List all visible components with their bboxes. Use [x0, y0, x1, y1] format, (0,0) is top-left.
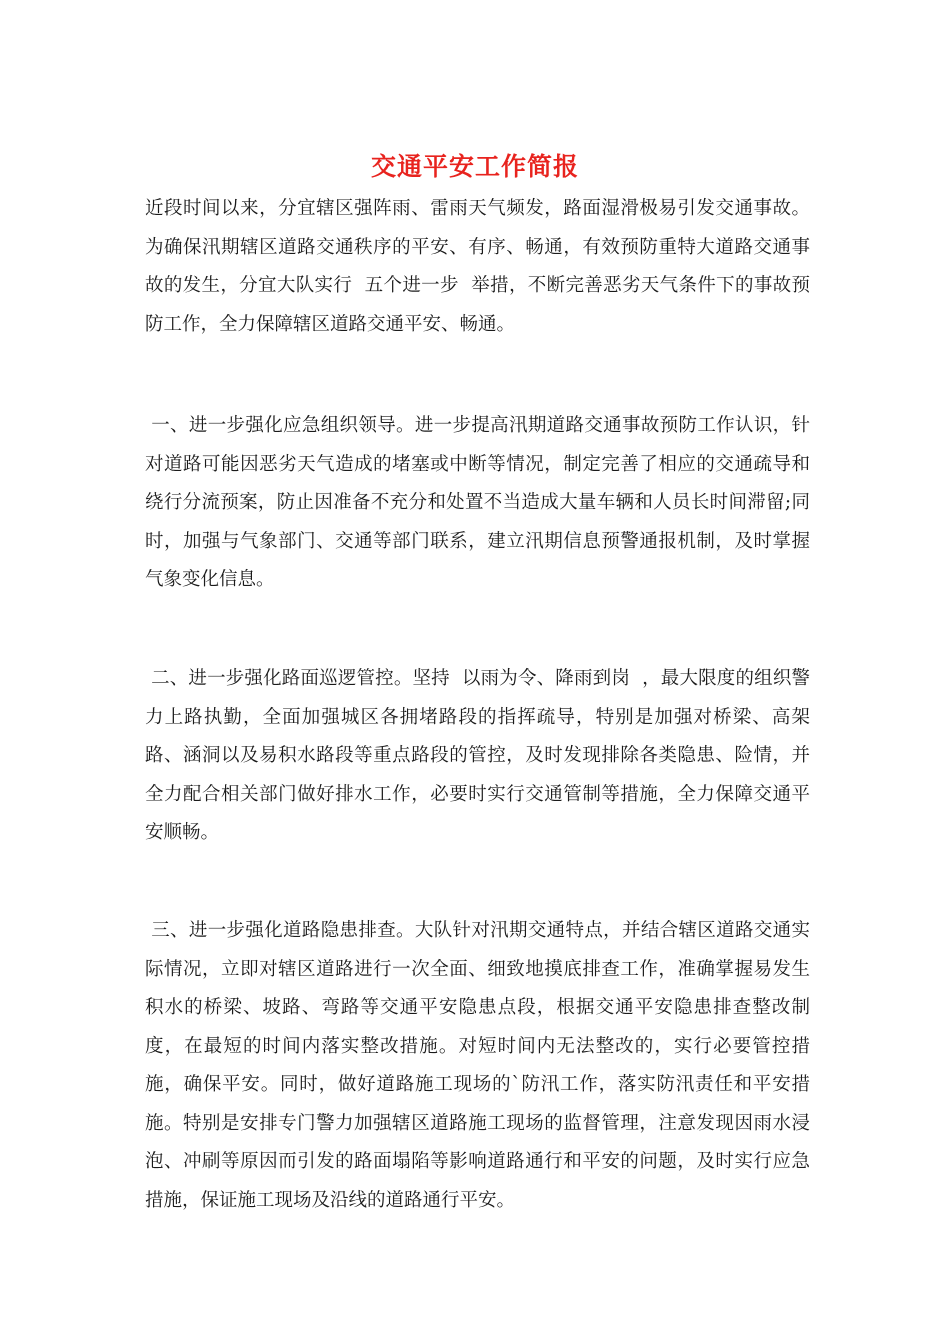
section-3-paragraph: 三、进一步强化道路隐患排查。大队针对汛期交通特点，并结合辖区道路交通实际情况，立即对辖区道路进行一次全面、细致地摸底排查工作，准确掌握易发生积水的桥梁、坡路、弯路等交通平安隐患点段，根据交通平安隐患排查整改制度，在最短的时间内落实整改措施。对短时间内无法整改的，实行必要管控措施，确保平安。同时，做好道路施工现场的`防汛工作，落实防汛责任和平安措施。特别是安排专门警力加强辖区道路施工现场的监督管理，注意发现因雨水浸泡、冲刷等原因而引发的路面塌陷等影响道路通行和平安的问题，及时实行应急措施，保证施工现场及沿线的道路通行平安。 [145, 920, 810, 1211]
section-1-paragraph: 一、进一步强化应急组织领导。进一步提高汛期道路交通事故预防工作认识，针对道路可能因恶劣天气造成的堵塞或中断等情况，制定完善了相应的交通疏导和绕行分流预案，防止因准备不充分和处置不当造成大量车辆和人员长时间滞留;同时，加强与气象部门、交通等部门联系，建立汛期信息预警通报机制，及时掌握气象变化信息。 [145, 415, 810, 590]
document-title: 交通平安工作简报 [370, 152, 579, 181]
section-2-paragraph: 二、进一步强化路面巡逻管控。坚持 以雨为令、降雨到岗 ，最大限度的组织警力上路执勤，全面加强城区各拥堵路段的指挥疏导，特别是加强对桥梁、高架路、涵洞以及易积水路段等重点路段的管控，及时发现排除各类隐患、险情，并全力配合相关部门做好排水工作，必要时实行交通管制等措施，全力保障交通平安顺畅。 [145, 668, 810, 843]
intro-paragraph: 近段时间以来，分宜辖区强阵雨、雷雨天气频发，路面湿滑极易引发交通事故。为确保汛期辖区道路交通秩序的平安、有序、畅通，有效预防重特大道路交通事故的发生，分宜大队实行 五个进一步 举措，不断完善恶劣天气条件下的事故预防工作，全力保障辖区道路交通平安、畅通。 [145, 198, 810, 335]
